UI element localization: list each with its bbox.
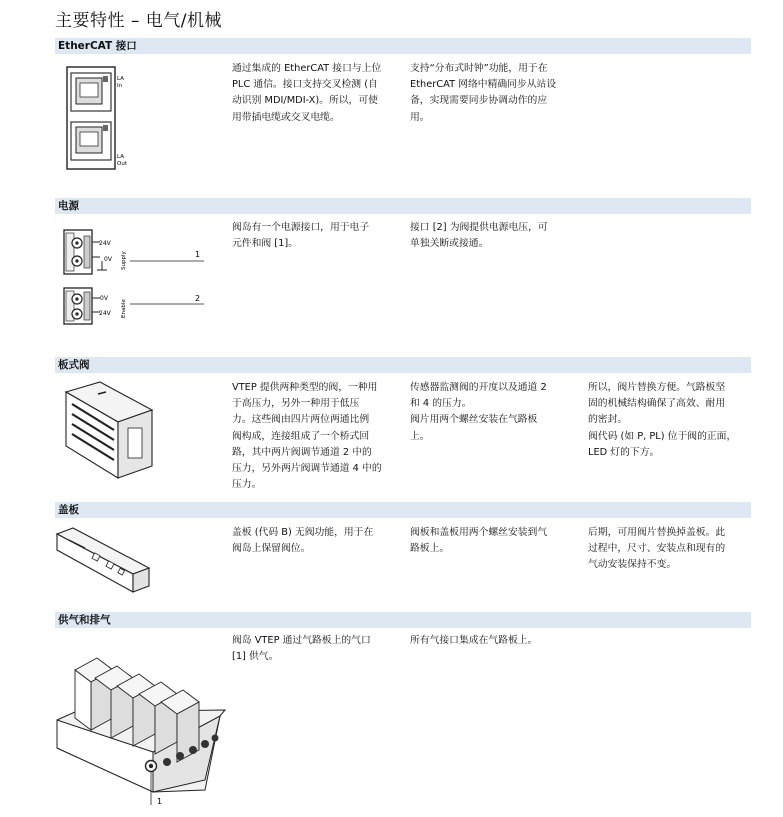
la-out-label-2: Out	[117, 161, 127, 167]
ethercat-text-col1: 通过集成的 EtherCAT 接口与上位 PLC 通信。接口支持交叉检测 (自 动识别 MDI/MDI-X)。所以，可使 用带插电缆或交叉电缆。	[232, 63, 382, 123]
valve-text-col3: 所以，阀片替换方便。气路板坚 固的机械结构确保了高效、耐用 的密封。 阀代码 (如 P, PL) 位于阀的正面， LED 灯的下方。	[588, 382, 737, 458]
la-out-label-1: LA	[117, 154, 124, 160]
air-text-col2: 所有气接口集成在气路板上。	[410, 635, 538, 646]
cover-text-col1: 盖板 (代码 B) 无阀功能，用于在 阀岛上保留阀位。	[232, 527, 374, 555]
enable-24v-label: 24V	[99, 310, 111, 317]
supply-label: Supply	[121, 251, 127, 270]
section-title: 供气和排气	[58, 614, 111, 626]
section-title: EtherCAT 接口	[58, 40, 137, 52]
section-header-power	[55, 198, 751, 214]
section-header-air-supply	[55, 612, 751, 628]
valve-terminal-figure	[55, 640, 230, 812]
section-header-cover	[55, 502, 751, 518]
cover-plate-figure	[55, 528, 155, 598]
valve-text-col1: VTEP 提供两种类型的阀，一种用 于高压力，另外一种用于低压 力。这些阀由四片两位两通比例 阀构成，连接组成了一个桥式回 路，其中两片阀调节通道 2 中的 压力，另外两片阀调节通道 4 中的 压力。	[232, 382, 382, 491]
ethercat-text-col2: 支持“分布式时钟”功能，用于在 EtherCAT 网络中精确同步从站设 备，实现需要同步协调动作的应 用。	[410, 63, 557, 123]
section-title: 板式阀	[58, 359, 90, 371]
power-connector-figure	[62, 228, 212, 328]
air-text-col1: 阀岛 VTEP 通过气路板上的气口 [1] 供气。	[232, 635, 371, 663]
section-header-valve	[55, 357, 751, 373]
section-title: 电源	[58, 200, 79, 212]
valve-plate-figure	[58, 380, 158, 480]
section-title: 盖板	[58, 504, 79, 516]
cover-text-col2: 阀板和盖板用两个螺丝安装到气 路板上。	[410, 527, 548, 555]
section-header-ethercat	[55, 38, 751, 54]
air-port-callout-1: 1	[157, 797, 163, 806]
power-text-col1: 阀岛有一个电源接口，用于电子 元件和阀 [1]。	[232, 222, 370, 250]
supply-callout-1: 1	[195, 250, 201, 259]
la-in-label-2: In	[117, 83, 123, 89]
valve-text-col2: 传感器监测阀的开度以及通道 2 和 4 的压力。 阀片用两个螺丝安装在气路板 上。	[410, 382, 547, 442]
ethercat-connector-figure	[62, 64, 132, 174]
enable-callout-2: 2	[195, 294, 201, 303]
cover-text-col3: 后期，可用阀片替换掉盖板。此 过程中，尺寸、安装点和现有的 气动安装保持不变。	[588, 527, 726, 571]
supply-24v-label: 24V	[99, 240, 111, 247]
enable-0v-label: 0V	[100, 295, 108, 302]
enable-label: Enable	[121, 299, 127, 318]
power-text-col2: 接口 [2] 为阀提供电源电压，可 单独关断或接通。	[410, 222, 548, 250]
supply-0v-label: 0V	[104, 256, 112, 263]
la-in-label-1: LA	[117, 76, 124, 82]
page-title: 主要特性 – 电气/机械	[55, 11, 223, 31]
